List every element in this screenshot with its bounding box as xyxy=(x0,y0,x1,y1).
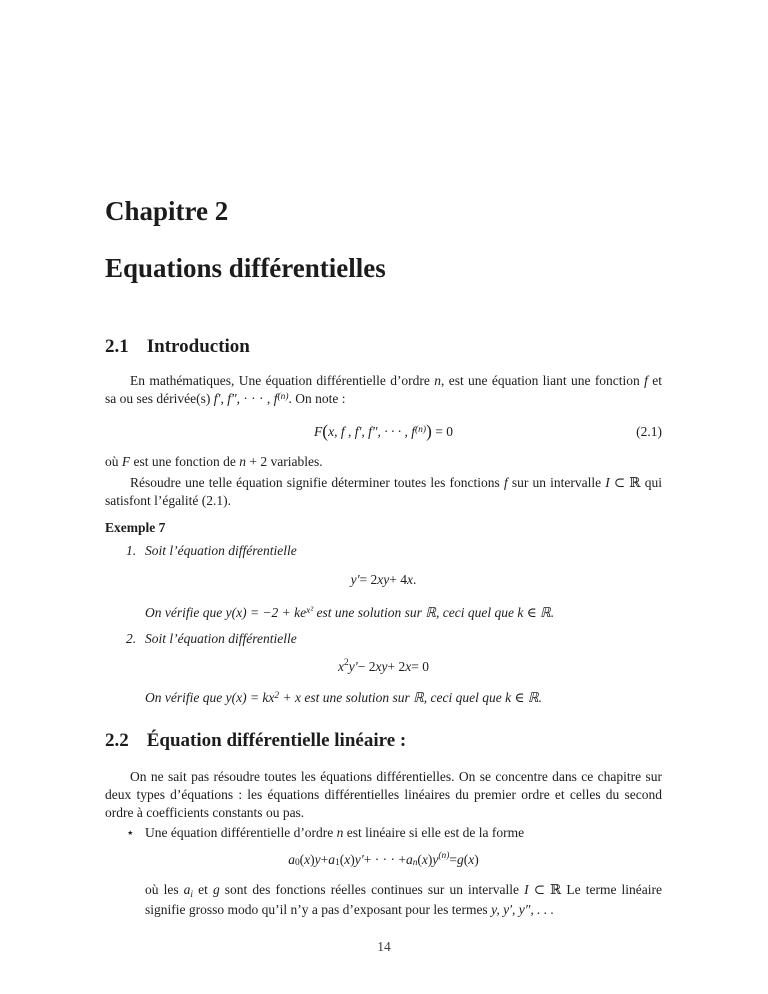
section-2-2-heading xyxy=(105,730,662,751)
example-verify-2: On vérifie que $y(x) = kx^2 + x$ est une solution sur ℝ, ceci quel que k ∈ ℝ. xyxy=(145,690,542,705)
star-item xyxy=(126,824,662,842)
example-verify-1: On vérifie que $y(x) = -2 + ke^{x^2}$ est une solution sur ℝ, ceci quel que k ∈ ℝ. xyxy=(145,605,555,620)
section-2-1-title: Introduction xyxy=(146,336,250,357)
star-block xyxy=(126,824,663,919)
example-equation-1: y′ = 2 xy + 4 x . xyxy=(350,572,417,587)
star-icon: ⋆ xyxy=(126,825,135,840)
example-item-2-marker: 2. xyxy=(126,631,137,646)
paragraph-ou-f: où F est une fonction de n + 2 variables. xyxy=(105,454,323,469)
section-2-2-title: Équation différentielle linéaire : xyxy=(146,730,407,751)
chapter-title: Equations différentielles xyxy=(105,253,386,283)
linear-form-equation: a 0 ( x ) y + a 1 ( x ) y′ + · · · + a n ( x ) y (n) = g ( x ) xyxy=(288,850,479,868)
example-equation-2: x 2 y′ − 2 xy + 2 x = 0 xyxy=(338,657,429,674)
display-equation-2-1 xyxy=(105,419,662,445)
example-item-1-text: Soit l’équation différentielle xyxy=(145,543,297,558)
example-item-2-text: Soit l’équation différentielle xyxy=(145,631,297,646)
paragraph-linear-intro: On ne sait pas résoudre toutes les équations différentielles. On se concentre dans ce chapitre sur deux types d’équations : les équations différentielles linéaires du premier ordre et celles du second ordre à coefficients constants ou pas. xyxy=(105,769,662,820)
example-block xyxy=(126,542,662,709)
page-number: 14 xyxy=(377,939,391,954)
equation-2-1-body: F(x, f , f′, f″, · · · , $f^{(n)}) = 0$ xyxy=(313,421,454,441)
example-item-1 xyxy=(126,542,662,560)
paragraph-ou-les-ai: où les $a_i$ et g sont des fonctions réelles continues sur un intervalle I ⊂ ℝ Le terme linéaire signifie grosso modo qu’il n’y a pas d’exposant pour les termes y, y′, y″, . . . xyxy=(145,882,663,917)
section-2-2-number: 2.2 xyxy=(105,730,129,751)
section-2-1-heading xyxy=(105,336,662,357)
section-2-1-number: 2.1 xyxy=(105,336,129,357)
example-item-2 xyxy=(126,630,662,648)
page-content xyxy=(105,197,662,919)
example-heading: Exemple 7 xyxy=(105,520,166,535)
paragraph-resoudre: Résoudre une telle équation signifie déterminer toutes les fonctions f sur un intervalle I ⊂ ℝ qui satisfont l’égalité (2.1). xyxy=(105,475,662,508)
chapter-label: Chapitre 2 xyxy=(105,196,229,226)
star-item-text: Une équation différentielle d’ordre n est linéaire si elle est de la forme xyxy=(145,825,525,840)
example-item-1-marker: 1. xyxy=(126,543,137,558)
equation-2-1-number: (2.1) xyxy=(636,424,662,439)
intro-paragraph: En mathématiques, Une équation différentielle d’ordre n, est une équation liant une fonction f et sa ou ses dérivée(s) f′, f″, · · · , $f^{(n)}$. On note : xyxy=(105,373,662,406)
